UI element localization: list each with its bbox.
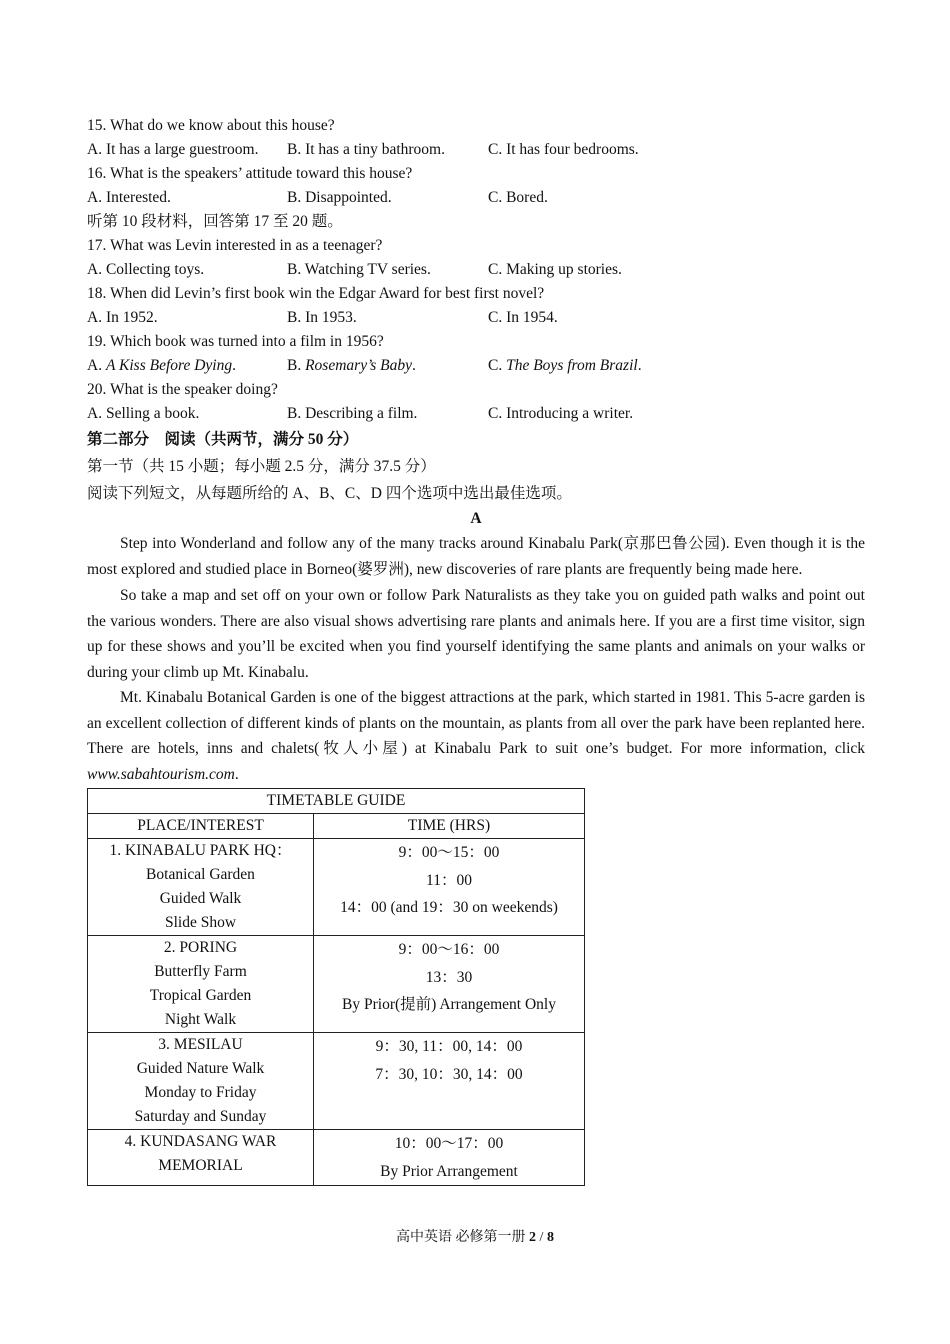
section-title: 第二部分 阅读（共两节，满分 50 分） — [87, 431, 359, 448]
option-b: B. Watching TV series. — [287, 261, 431, 278]
time-line: 9：00～16：00 — [398, 941, 500, 958]
time-line: 13：30 — [425, 968, 473, 986]
time-line: 7：30, 10：30, 14：00 — [375, 1065, 523, 1083]
question-15: 15. What do we know about this house? — [87, 117, 335, 134]
book-title: The Boys from Brazil — [506, 357, 638, 374]
question-16: 16. What is the speakers’ attitude toward this house? — [87, 165, 413, 182]
place-cell — [88, 1033, 314, 1130]
time-line: By Prior Arrangement — [380, 1162, 518, 1180]
place-line: Night Walk — [164, 1011, 237, 1028]
table-row — [88, 936, 585, 1033]
option-c — [488, 354, 642, 378]
option-b: B. In 1953. — [287, 309, 357, 326]
place-line: Botanical Garden — [146, 866, 255, 883]
place-line: Guided Walk — [159, 890, 242, 907]
place-line: 1. KINABALU PARK HQ： — [109, 842, 292, 859]
option-suffix: . — [232, 357, 236, 374]
page-separator: / — [536, 1230, 547, 1245]
option-a: A. It has a large guestroom. — [87, 141, 259, 158]
time-line: 14：00 (and 19：30 on weekends) — [340, 899, 558, 916]
option-a: A. Collecting toys. — [87, 261, 205, 278]
table-row — [88, 1130, 585, 1186]
option-b — [287, 354, 488, 378]
option-c: C. Bored. — [488, 189, 548, 206]
page-total: 8 — [546, 1230, 554, 1245]
question-19-options — [87, 354, 865, 378]
option-a: A. Selling a book. — [87, 405, 200, 422]
option-prefix: B. — [287, 357, 306, 374]
book-title: A Kiss Before Dying — [105, 357, 233, 374]
paragraph-1: Step into Wonderland and follow any of the many tracks around Kinabalu Park(京那巴鲁公园). Even though it is the most explored and studied place in Borneo(婆罗洲), new discoveries of rare plants are frequently being made here. — [87, 535, 865, 578]
place-line: Guided Nature Walk — [136, 1060, 265, 1077]
question-18: 18. When did Levin’s first book win the Edgar Award for best first novel? — [87, 285, 545, 302]
time-line: 10：00～17：00 — [394, 1135, 504, 1152]
paragraph-3 — [87, 685, 865, 787]
timetable-title: TIMETABLE GUIDE — [88, 789, 585, 814]
place-cell — [88, 839, 314, 936]
question-18-options — [87, 306, 865, 330]
option-c: C. It has four bedrooms. — [488, 141, 639, 158]
place-line: Saturday and Sunday — [134, 1108, 267, 1125]
paragraph-2: So take a map and set off on your own or follow Park Naturalists as they take you on guided path walks and point out the various wonders. There are also visual shows advertising rare plants and animals here. If you are a first time visitor, sign up for these shows and you’ll be excited when you find yourself identifying the same plants and animals on your walks or during your climb up Mt. Kinabalu. — [87, 587, 865, 681]
column-header-time: TIME (HRS) — [314, 814, 585, 839]
question-20-options — [87, 402, 865, 426]
place-line: 4. KUNDASANG WAR — [124, 1133, 277, 1150]
column-header-place: PLACE/INTEREST — [88, 814, 314, 839]
option-c: C. Introducing a writer. — [488, 405, 634, 422]
listening-instruction: 听第 10 段材料，回答第 17 至 20 题。 — [87, 213, 343, 230]
place-line: MEMORIAL — [158, 1157, 243, 1174]
place-line: Butterfly Farm — [154, 963, 247, 980]
option-prefix: A. — [87, 357, 106, 374]
place-cell — [88, 1130, 314, 1186]
question-15-options — [87, 138, 865, 162]
place-line: 3. MESILAU — [158, 1036, 243, 1053]
book-title: Rosemary’s Baby — [305, 357, 412, 374]
question-20: 20. What is the speaker doing? — [87, 381, 278, 398]
place-line: Tropical Garden — [149, 987, 252, 1004]
section-subtitle: 第一节（共 15 小题；每小题 2.5 分，满分 37.5 分） — [87, 458, 436, 475]
place-cell — [88, 936, 314, 1033]
table-row — [88, 1033, 585, 1130]
paragraph-3-text: Mt. Kinabalu Botanical Garden is one of the biggest attractions at the park, which started in 1981. This 5-acre garden is an excellent collection of different kinds of plants on the mountain, as plants from all over the park have been replanted here. There are hotels, inns and chalets(牧人小屋) at Kinabalu Park to suit one’s budget. For more information, click — [87, 689, 865, 757]
time-cell — [314, 839, 585, 936]
time-line: 11：00 — [426, 871, 472, 889]
time-line: 9：30, 11：00, 14：00 — [375, 1038, 523, 1055]
time-line: 9：00～15：00 — [398, 844, 500, 861]
page-number: 2 — [529, 1230, 537, 1245]
passage-label: A — [470, 510, 482, 527]
option-b: B. Disappointed. — [287, 189, 392, 206]
table-row — [88, 839, 585, 936]
question-17-options — [87, 258, 865, 282]
option-b: B. Describing a film. — [287, 405, 418, 422]
time-cell — [314, 1130, 585, 1186]
website-link: www.sabahtourism.com — [87, 765, 235, 783]
question-17: 17. What was Levin interested in as a teenager? — [87, 237, 383, 254]
place-line: Slide Show — [164, 914, 237, 931]
time-cell — [314, 936, 585, 1033]
paragraph-3-end: . — [234, 765, 239, 783]
question-16-options — [87, 186, 865, 210]
question-19: 19. Which book was turned into a film in 1956? — [87, 333, 384, 350]
footer-label: 高中英语 必修第一册 — [396, 1230, 526, 1245]
exam-page — [87, 114, 865, 1186]
time-cell — [314, 1033, 585, 1130]
place-line: 2. PORING — [163, 939, 238, 956]
page-footer — [0, 1228, 950, 1248]
option-suffix: . — [637, 357, 642, 374]
option-a: A. Interested. — [87, 189, 171, 206]
option-a — [87, 354, 287, 378]
option-c: C. In 1954. — [488, 309, 558, 326]
time-line: By Prior(提前) Arrangement Only — [342, 996, 556, 1013]
section-instruction: 阅读下列短文，从每题所给的 A、B、C、D 四个选项中选出最佳选项。 — [87, 485, 572, 502]
option-a: A. In 1952. — [87, 309, 158, 326]
option-c: C. Making up stories. — [488, 261, 622, 278]
place-line: Monday to Friday — [144, 1084, 257, 1101]
timetable — [87, 788, 585, 1186]
option-b: B. It has a tiny bathroom. — [287, 141, 445, 158]
option-prefix: C. — [488, 357, 507, 374]
option-suffix: . — [412, 357, 416, 374]
